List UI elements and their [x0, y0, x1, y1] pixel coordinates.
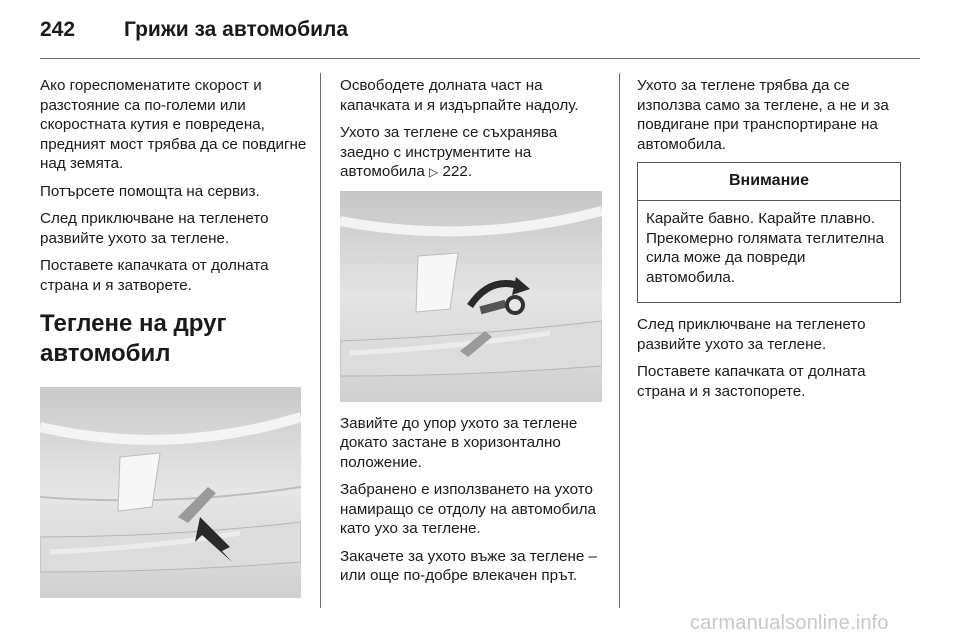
warning-title: Внимание	[638, 163, 900, 201]
paragraph: Забранено е използването на ухото намиращо се отдолу на автомобила като ухо за теглене.	[340, 481, 596, 537]
header-divider	[40, 58, 920, 59]
paragraph: След приключване на тегленето развийте ухото за теглене.	[40, 210, 269, 247]
column-2	[340, 76, 608, 594]
warning-box	[637, 162, 901, 303]
paragraph: След приключване на тегленето развийте ухото за теглене.	[637, 316, 866, 353]
paragraph: Поставете капачката от долната страна и я затворете.	[40, 257, 269, 294]
figure-tow-eye-cover	[40, 387, 301, 598]
column-3	[637, 76, 901, 409]
page-reference-triangle-icon: ▷	[429, 165, 439, 179]
paragraph: Освободете долната част на капачката и я издърпайте надолу.	[340, 77, 579, 114]
bumper-cover-illustration	[40, 387, 301, 598]
paragraph: Закачете за ухото въже за теглене – или още по-добре влекачен прът.	[340, 547, 597, 584]
column-divider-1	[320, 73, 321, 608]
paragraph: Ухото за теглене трябва да се използва само за теглене, а не и за повдигане при транспортиране на автомобила.	[637, 77, 889, 153]
column-divider-2	[619, 73, 620, 608]
section-heading: Теглене на друг автомобил	[40, 310, 227, 367]
page-header	[40, 10, 920, 56]
paragraph: Ако гореспоменатите скорост и разстояние са по-големи или скоростната кутия е повредена, предният мост трябва да се повдигне над земята.	[40, 77, 307, 172]
page-title: Грижи за автомобила	[124, 18, 349, 41]
column-1	[40, 76, 308, 598]
paragraph: Ухото за теглене се съхранява заедно с инструментите на автомобила ▷ 222.	[340, 124, 558, 180]
paragraph: Поставете капачката от долната страна и я застопорете.	[637, 363, 866, 400]
page-number: 242	[40, 18, 76, 41]
watermark: carmanualsonline.info	[690, 612, 889, 634]
page-reference[interactable]: 222.	[442, 163, 473, 180]
tow-eye-illustration	[340, 191, 602, 402]
warning-text: Карайте бавно. Карайте плавно. Прекомерно голямата теглителна сила може да повреди автомобила.	[646, 210, 885, 286]
paragraph: Потърсете помощта на сервиз.	[40, 182, 260, 200]
paragraph: Завийте до упор ухото за теглене докато застане в хоризонтално положение.	[340, 414, 578, 471]
figure-tow-eye-screw-in	[340, 191, 602, 402]
